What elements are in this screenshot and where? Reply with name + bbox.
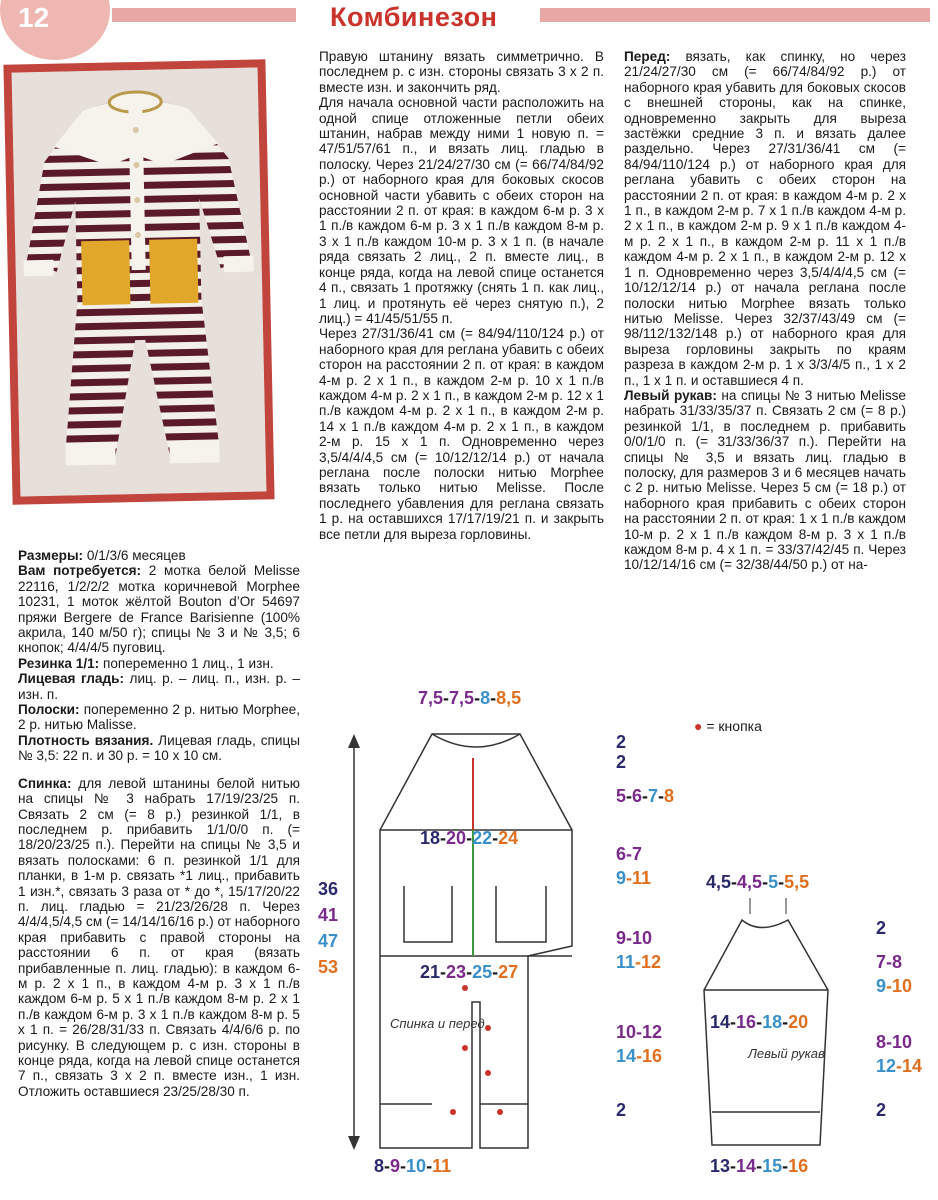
waist-width: 21-23-25-27 [420, 962, 519, 982]
neck-depth-1: 2 [616, 732, 627, 752]
materials-label: Вам потребуется: [18, 563, 142, 579]
sleeve-cuff-width: 13-14-15-16 [710, 1156, 809, 1176]
page-number-badge [0, 0, 110, 60]
back-value: для левой штанины белой нитью на спицы № 3 набрать 17/19/23/25 п. Связать 2 см (= 8 р.) резинкой 1/1, в последнем р. прибавить 1/1/0/0 п. (= 18/20/23/25 п.). Перейти на спицы № 3,5 и вязать полосками: 6 п. резинкой 1/1 для планки, в 1-м р. связать *1 лиц., прибавить 1 изн.*, связать 3 раза от * до *, 15/17/20/22 п. лиц. гладью = 21/23/26/28 п. Через 4/4/4,5/4,5 см (= 14/14/16/16 р.) от наборного края прибавить с правой стороны на расстоянии 6 п. от края (вязать прибавленные п. лиц. гладью): в каждом 6-м р. 2 х 1 п., в каждом 4-м р. 3 х 1 п./в каждом 6-м р. 5 х 1 п./в каждом 8-м р. 2 х 1 п./в каждом 6-м р. 3 х 1 п./в каждом 8-м р. 5 х 1 п. = 26/28/31/33 п. Связать 4/4/6/6 р. по рисунку. В следующем р. с изн. стороны в конце ряда, когда на левой спице останется 7 п., связать 3 х 2 п. вместе изн., 1 изн. Отложить оставшиеся 23/25/28/30 п. [18, 775, 300, 1099]
sleeve-label: Левый рукав: [624, 387, 717, 403]
baby-jumpsuit-photo [12, 67, 267, 496]
back-label: Спинка: [18, 775, 72, 791]
right-leg-paragraph: Правую штанину вязать симметрично. В последнем р. с изн. стороны связать 3 х 2 п. вместе изн. и закончить ряд. [319, 49, 604, 95]
jumpsuit-photo [3, 59, 274, 504]
snap-icon: ● [694, 718, 703, 734]
text-column-right [624, 49, 906, 573]
leg-rib-height: 2 [616, 1100, 627, 1120]
leg-height: 10-12 14-16 [616, 1022, 663, 1066]
leg-width: 8-9-10-11 [374, 1156, 452, 1176]
front-label: Перед: [624, 49, 671, 64]
mid-body-height: 9-10 11-12 [616, 928, 662, 972]
page-number: 12 [18, 2, 50, 33]
stockinette-label: Лицевая гладь: [18, 671, 125, 687]
chest-width: 18-20-22-24 [420, 828, 519, 848]
raglan-paragraph: Через 27/31/36/41 см (= 84/94/110/124 р.) от наборного края для реглана убавить с обеих сторон на расстоянии 2 п. от края: в каждом 4-м р. 2 х 1 п., в каждом 2-м р. 10 х 1 п./в каждом 4-м р. 2 х 1 п., в каждом 2-м р. 12 х 1 п./в каждом 4-м р. 2 х 1 п., в каждом 2-м р. 14 х 1 п./в каждом 4-м р. 2 х 1 п., в каждом 2-м р. 15 х 1 п. Одновременно через 3,5/4/4/4,5 см (= 10/12/12/14 р.) от начала реглана после полоски нитью Morphee вязать только нитью Melisse. После последнего убавления для реглана связать 1 р. на оставшихся 17/17/19/21 п. и закрыть все петли для выреза горловины. [319, 326, 604, 542]
sleeve-rib-height: 2 [876, 1100, 887, 1120]
main-part-paragraph: Для начала основной части расположить на одной спице отложенные петли обеих штанин, набрав между ними 1 новую п. = 47/51/57/61 п., и вязать лиц. гладью в полоску. Через 21/24/27/30 см (= 66/74/84/92 р.) от наборного края для боковых скосов основной части убавить с обеих сторон на расстоянии 2 п. от края: в каждом 6-м р. 3 х 1 п./в каждом 6-м р. 3 х 1 п./в каждом 8-м р. 3 х 1 п./в каждом 10-м р. 3 х 1 п. (в начале ряда связать 2 лиц., 2 п. вместе лиц., в конце ряда, когда на левой спице останется 4 п., связать 1 протяжку (снять 1 п. как лиц., 1 лиц. и протянуть её через снятую п.), 2 лиц.) = 41/45/51/55 п. [319, 95, 604, 326]
materials-value: 2 мотка белой Melisse 22116, 1/2/2/2 мотка коричневой Morphee 10231, 1 моток жёлтой Bouton d’Or 54697 пряжи Bergere de France Barisienne (100% акрила, 140 м/50 г); спицы № 3 и № 3,5; 6 кнопок; 4/4/4/5 пуговиц. [18, 563, 300, 656]
button-legend [694, 718, 762, 734]
body-schematic [340, 728, 620, 1168]
body-height: 36 41 47 53 [318, 879, 339, 977]
header-bar-right [540, 8, 930, 22]
stockinette-value: лиц. р. – лиц. п., изн. р. – изн. п. [18, 671, 300, 702]
sleeve-value: на спицы № 3 нитью Melisse набрать 31/33/35/37 п. Связать 2 см (= 8 р.) резинкой 1/1, в последнем р. прибавить 0/0/1/0 п. (= 31/33/36/37 п.). Перейти на спицы № 3,5 и вязать лиц. гладью в полоску, для размеров 3 и 6 месяцев начать с 2 р. нитью Melisse. Через 5 см (= 18 р.) от наборного края прибавить с обеих сторон на расстоянии 2 п. от края: 1 х 1 п./в каждом 10-м р. 2 х 1 п./в каждом 8-м р. 3 х 1 п./в каждом 8-м р. 4 х 1 п. = 33/37/42/45 п. Через 10/12/14/16 см (= 32/38/44/50 р.) от на- [624, 387, 906, 573]
neck-width: 7,5-7,5-8-8,5 [418, 688, 522, 708]
sleeve-schematic-label: Левый рукав [748, 1046, 825, 1061]
gauge-value: Лицевая гладь, спицы № 3,5: 22 п. и 30 р. = 10 х 10 см. [18, 732, 301, 764]
front-value: вязать, как спинку, но через 21/24/27/30 см (= 66/74/84/92 р.) от наборного края убавить для боковых скосов с внешней стороны, как на спинке, одновременно закрыть для выреза застёжки средние 3 п. и вязать далее раздельно. Через 27/31/36/41 см (= 84/94/110/124 р.) от наборного края для реглана убавить с обеих сторон на расстоянии 2 п. от края: в каждом 4-м р. 2 х 1 п., в каждом 2-м р. 7 х 1 п./в каждом 4-м р. 2 х 1 п., в каждом 2-м р. 9 х 1 п./в каждом 4-м р. 2 х 1 п., в каждом 2-м р. 11 х 1 п./в каждом 4-м р. 2 х 1 п., в каждом 2-м р. 12 х 1 п. Одновременно через 3,5/4/4/4,5 см (= 10/12/12/14 р.) от начала реглана после полоски нитью Morphee вязать только нитью Melisse. Через 32/37/43/49 см (= 98/112/132/148 р.) от наборного края для выреза горловины закрыть по краям разреза в каждом 2-м р. 1 х 3/3/4/5 п., 1 х 2 п., 1 х 1 п. и оставшиеся 4 п. [624, 49, 906, 388]
sleeve-length: 8-10 12-14 [876, 1032, 923, 1076]
text-column-middle [319, 49, 604, 542]
text-column-left [18, 548, 300, 1099]
body-schematic-label: Спинка и перед [390, 1016, 485, 1031]
page-title: Комбинезон [330, 2, 498, 32]
gauge-label: Плотность вязания. [18, 732, 154, 748]
stripes-label: Полоски: [18, 702, 80, 718]
neck-depth-2: 2 [616, 752, 627, 772]
rib-label: Резинка 1/1: [18, 655, 100, 671]
stripes-value: попеременно 2 р. нитью Morphee, 2 р. нитью Malisse. [18, 702, 300, 733]
sleeve-top-width: 4,5-4,5-5-5,5 [706, 872, 810, 892]
legend-text: = кнопка [706, 718, 762, 734]
rib-value: попеременно 1 лиц., 1 изн. [99, 655, 274, 671]
sleeve-raglan-height: 7-8 9-10 [876, 952, 913, 996]
upper-body-height: 6-7 9-11 [616, 844, 652, 888]
sizes-label: Размеры: [18, 548, 84, 563]
sleeve-width: 14-16-18-20 [710, 1012, 809, 1032]
raglan-height: 5-6-7-8 [616, 786, 675, 806]
sleeve-cap-depth: 2 [876, 918, 887, 938]
header-bar-left [112, 8, 296, 22]
sizes-value: 0/1/3/6 месяцев [83, 548, 186, 563]
